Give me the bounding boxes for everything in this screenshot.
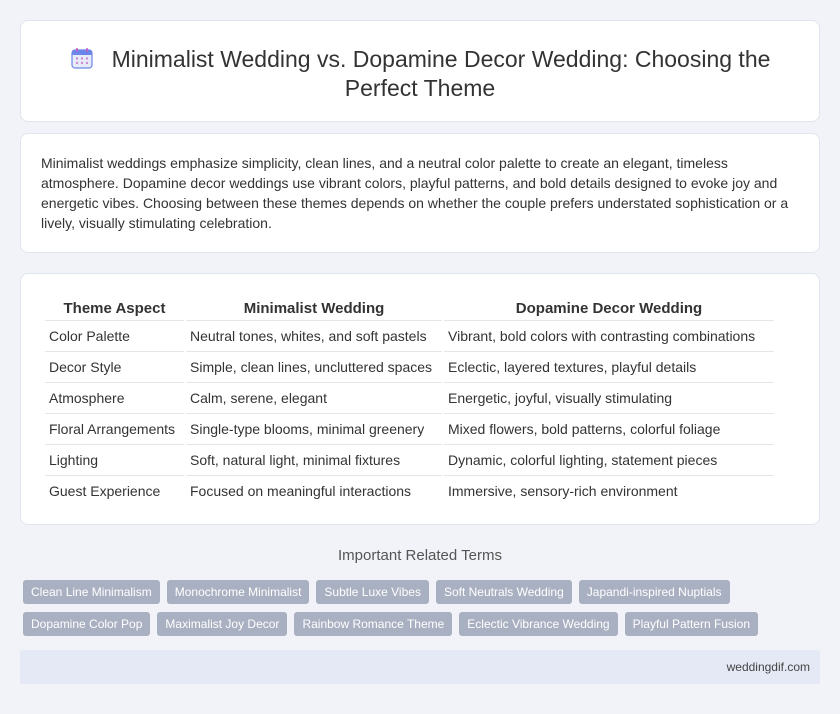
table-cell: Color Palette — [45, 320, 184, 351]
table-cell: Energetic, joyful, visually stimulating — [444, 382, 774, 413]
tag-rainbow-romance-theme[interactable]: Rainbow Romance Theme — [294, 612, 452, 636]
page-title-wrap — [21, 45, 819, 103]
table-cell: Focused on meaningful interactions — [186, 475, 442, 506]
table-cell: Immersive, sensory-rich environment — [444, 475, 774, 506]
related-terms-heading: Important Related Terms — [338, 547, 502, 564]
table-cell: Neutral tones, whites, and soft pastels — [186, 320, 442, 351]
intro-text: Minimalist weddings emphasize simplicity, clean lines, and a neutral color palette to create an elegant, timeless atmosphere. Dopamine decor weddings use vibrant colors, playful patterns, and bold details designed to evoke joy and energetic vibes. Choosing between these themes depends on whether the couple prefers understated sophistication or a lively, visually stimulating celebration. — [41, 155, 789, 231]
column-header-minimalist: Minimalist Wedding — [243, 299, 385, 317]
calendar-icon — [70, 46, 94, 70]
comparison-table — [43, 294, 776, 506]
table-row — [45, 320, 774, 351]
table-header-row — [45, 294, 774, 320]
table-cell: Mixed flowers, bold patterns, colorful foliage — [444, 413, 774, 444]
tag-playful-pattern-fusion[interactable]: Playful Pattern Fusion — [625, 612, 758, 636]
table-row — [45, 475, 774, 506]
table-row — [45, 351, 774, 382]
table-cell: Atmosphere — [45, 382, 184, 413]
footer — [20, 650, 820, 684]
tag-japandi-inspired-nuptials[interactable]: Japandi-inspired Nuptials — [579, 580, 730, 604]
table-row — [45, 413, 774, 444]
table-cell: Lighting — [45, 444, 184, 475]
intro-card — [20, 133, 820, 253]
title-card — [20, 20, 820, 122]
table-cell: Soft, natural light, minimal fixtures — [186, 444, 442, 475]
table-cell: Eclectic, layered textures, playful details — [444, 351, 774, 382]
table-cell: Guest Experience — [45, 475, 184, 506]
table-cell: Vibrant, bold colors with contrasting combinations — [444, 320, 774, 351]
tag-monochrome-minimalist[interactable]: Monochrome Minimalist — [167, 580, 310, 604]
table-cell: Calm, serene, elegant — [186, 382, 442, 413]
table-cell: Decor Style — [45, 351, 184, 382]
column-header-aspect: Theme Aspect — [63, 299, 166, 317]
tag-row-dopamine — [23, 612, 823, 636]
tag-subtle-luxe-vibes[interactable]: Subtle Luxe Vibes — [316, 580, 429, 604]
related-terms-tags — [23, 580, 823, 644]
tag-row-minimalist — [23, 580, 823, 604]
tag-maximalist-joy-decor[interactable]: Maximalist Joy Decor — [157, 612, 287, 636]
table-cell: Floral Arrangements — [45, 413, 184, 444]
table-row — [45, 444, 774, 475]
table-cell: Dynamic, colorful lighting, statement pieces — [444, 444, 774, 475]
comparison-card — [20, 273, 820, 525]
table-cell: Simple, clean lines, uncluttered spaces — [186, 351, 442, 382]
table-row — [45, 382, 774, 413]
tag-eclectic-vibrance-wedding[interactable]: Eclectic Vibrance Wedding — [459, 612, 617, 636]
tag-clean-line-minimalism[interactable]: Clean Line Minimalism — [23, 580, 160, 604]
footer-site[interactable]: weddingdif.com — [726, 660, 810, 674]
table-cell: Single-type blooms, minimal greenery — [186, 413, 442, 444]
tag-soft-neutrals-wedding[interactable]: Soft Neutrals Wedding — [436, 580, 572, 604]
column-header-dopamine: Dopamine Decor Wedding — [515, 299, 703, 317]
page-title: Minimalist Wedding vs. Dopamine Decor Wedding: Choosing the Perfect Theme — [111, 46, 771, 101]
tag-dopamine-color-pop[interactable]: Dopamine Color Pop — [23, 612, 150, 636]
